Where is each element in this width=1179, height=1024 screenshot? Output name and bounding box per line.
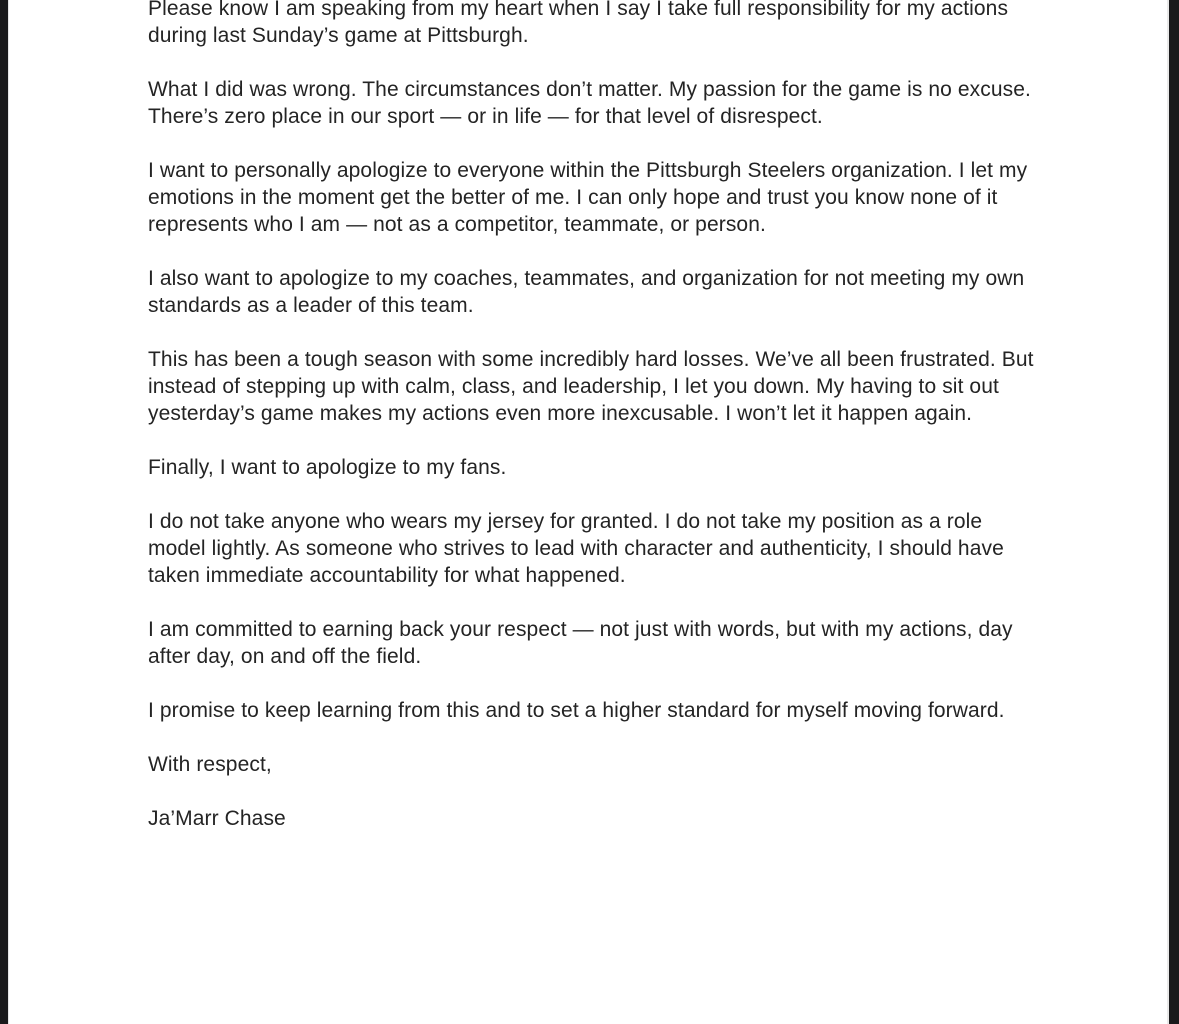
letter-paragraph: I promise to keep learning from this and to set a higher standard for myself moving forward. <box>148 699 1005 722</box>
letter-paragraph: I am committed to earning back your respect — not just with words, but with my actions, day after day, on and off the field. <box>148 618 1013 668</box>
letter-paragraph: This has been a tough season with some incredibly hard losses. We’ve all been frustrated. But instead of stepping up with calm, class, and leadership, I let you down. My having to sit out yesterday’s game makes my actions even more inexcusable. I won’t let it happen again. <box>148 348 1034 425</box>
letter-paragraph: I want to personally apologize to everyone within the Pittsburgh Steelers organization. I let my emotions in the moment get the better of me. I can only hope and trust you know none of it represents who I am — not as a competitor, teammate, or person. <box>148 159 1028 236</box>
letter-paragraph: I also want to apologize to my coaches, teammates, and organization for not meeting my own standards as a leader of this team. <box>148 267 1025 317</box>
letter-paragraph: I do not take anyone who wears my jersey for granted. I do not take my position as a role model lightly. As someone who strives to lead with character and authenticity, I should have taken immediate accountability for what happened. <box>148 510 1004 587</box>
letter-paragraph: What I did was wrong. The circumstances don’t matter. My passion for the game is no excuse. There’s zero place in our sport — or in life — for that level of disrespect. <box>148 78 1031 128</box>
right-edge-bar <box>1167 0 1179 1024</box>
letter-closing: With respect, <box>148 753 272 776</box>
left-edge-bar <box>0 0 9 1024</box>
letter-paragraph: Please know I am speaking from my heart when I say I take full responsibility for my actions during last Sunday’s game at Pittsburgh. <box>148 0 1009 47</box>
apology-letter <box>148 0 1034 859</box>
signature-name: Ja’Marr Chase <box>148 807 286 830</box>
letter-paragraph: Finally, I want to apologize to my fans. <box>148 456 507 479</box>
